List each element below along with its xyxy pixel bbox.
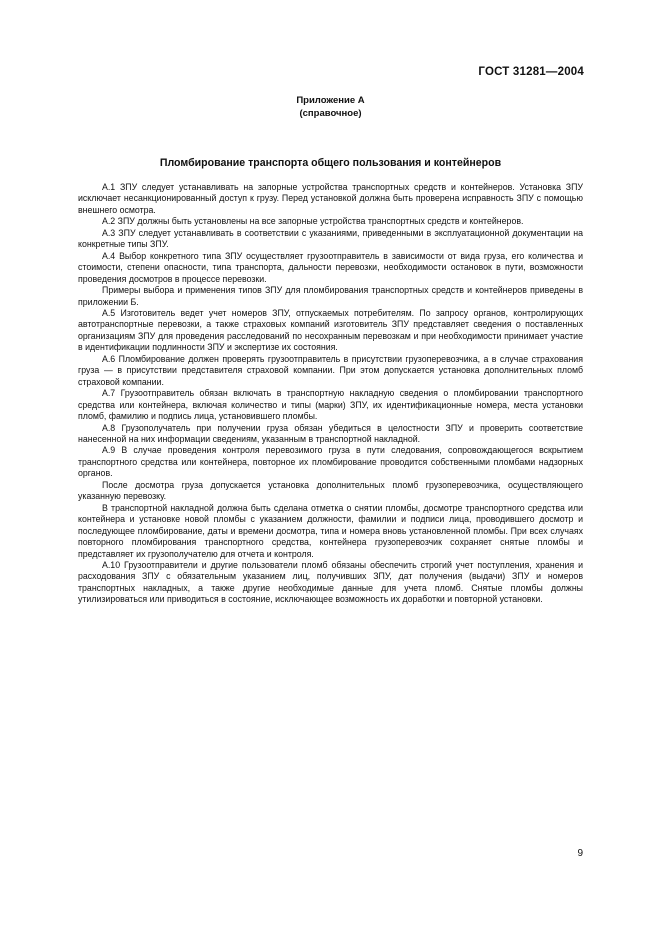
standard-code: ГОСТ 31281—2004 bbox=[478, 66, 584, 78]
paragraph-a7: А.7 Грузоотправитель обязан включать в транспортную накладную сведения о пломбировании транспортного средства или контейнера, включая количество и типы (марки) ЗПУ, их идентификационные номера, места установки пломб, фамилию и подпись лица, установившего пломбы. bbox=[78, 388, 583, 422]
body-text bbox=[78, 182, 583, 606]
paragraph-a4: А.4 Выбор конкретного типа ЗПУ осуществляет грузоотправитель в зависимости от вида груза, его количества и стоимости, степени опасности, типа транспорта, дальности перевозки, необходимости остановок в пути, возможности проведения досмотров в процессе перевозки. bbox=[78, 250, 583, 284]
paragraph-a3: А.3 ЗПУ следует устанавливать в соответствии с указаниями, приведенными в эксплуатационной документации на конкретные типы ЗПУ. bbox=[78, 227, 583, 250]
section-title: Пломбирование транспорта общего пользования и контейнеров bbox=[159, 157, 502, 169]
paragraph-a10: А.10 Грузоотправители и другие пользователи пломб обязаны обеспечить строгий учет поступления, хранения и расходования ЗПУ с обязательным указанием лиц, получивших ЗПУ, дат получения (выдачи) ЗПУ и номеров транспортных накладных, а также другие необходимые данные для учета пломб. Снятые пломбы должны утилизироваться или приводиться в состояние, исключающее возможность их доработки и повторной установки. bbox=[78, 559, 583, 605]
paragraph-a9: А.9 В случае проведения контроля перевозимого груза в пути следования, сопровождающегося вскрытием транспортного средства или контейнера, повторное их пломбирование проводится собственными пломбами надзорных органов. bbox=[78, 445, 583, 479]
annex-heading bbox=[0, 95, 661, 120]
paragraph-a1: А.1 ЗПУ следует устанавливать на запорные устройства транспортных средств и контейнеров. Установка ЗПУ исключает несанкционированный доступ к грузу. Перед установкой должна быть проверена исправность ЗПУ с помощью внешнего осмотра. bbox=[78, 182, 583, 215]
paragraph-a8: А.8 Грузополучатель при получении груза обязан убедиться в целостности ЗПУ и проверить соответствие нанесенной на них информации сведениям, указанным в транспортной накладной. bbox=[78, 422, 583, 444]
paragraph-a6: А.6 Пломбирование должен проверять грузоотправитель в присутствии грузоперевозчика, а в случае страхования груза — в присутствии представителя страховой компании. При этом допускается установка дополнительных пломб страховой компании. bbox=[78, 353, 583, 387]
paragraph-a9-after-inspection: После досмотра груза допускается установка дополнительных пломб грузоперевозчика, осуществляющего указанную перевозку. bbox=[78, 479, 583, 502]
paragraph-a4-examples: Примеры выбора и применения типов ЗПУ для пломбирования транспортных средств и контейнеров приведены в приложении Б. bbox=[78, 285, 583, 307]
paragraph-a5: А.5 Изготовитель ведет учет номеров ЗПУ, отпускаемых потребителям. По запросу органов, контролирующих автотранспортные перевозки, а также страховых компаний изготовитель ЗПУ представляет сведения о поставленных организациям ЗПУ для проведения расследований по несохранным перевозкам и при необходимости принимает участие в идентификации подлинности ЗПУ и экспертизе их состояния. bbox=[78, 307, 583, 353]
annex-title: Приложение А bbox=[296, 95, 365, 106]
annex-subtitle: (справочное) bbox=[299, 107, 362, 119]
paragraph-a9-waybill: В транспортной накладной должна быть сделана отметка о снятии пломбы, досмотре транспортного средства или контейнера и установке новой пломбы с указанием должности, фамилии и подписи лица, проводившего досмотр и последующее пломбирование, даты и времени досмотра, типа и номера вновь установленной пломбы. При всех случаях повторного пломбирования транспортного средства, контейнера грузоперевозчик сохраняет снятые пломбы и представляет их грузополучателю для отчета и контроля. bbox=[78, 502, 583, 559]
paragraph-a2: А.2 ЗПУ должны быть установлены на все запорные устройства транспортных средств и контейнеров. bbox=[102, 216, 524, 227]
page-number: 9 bbox=[577, 848, 583, 859]
